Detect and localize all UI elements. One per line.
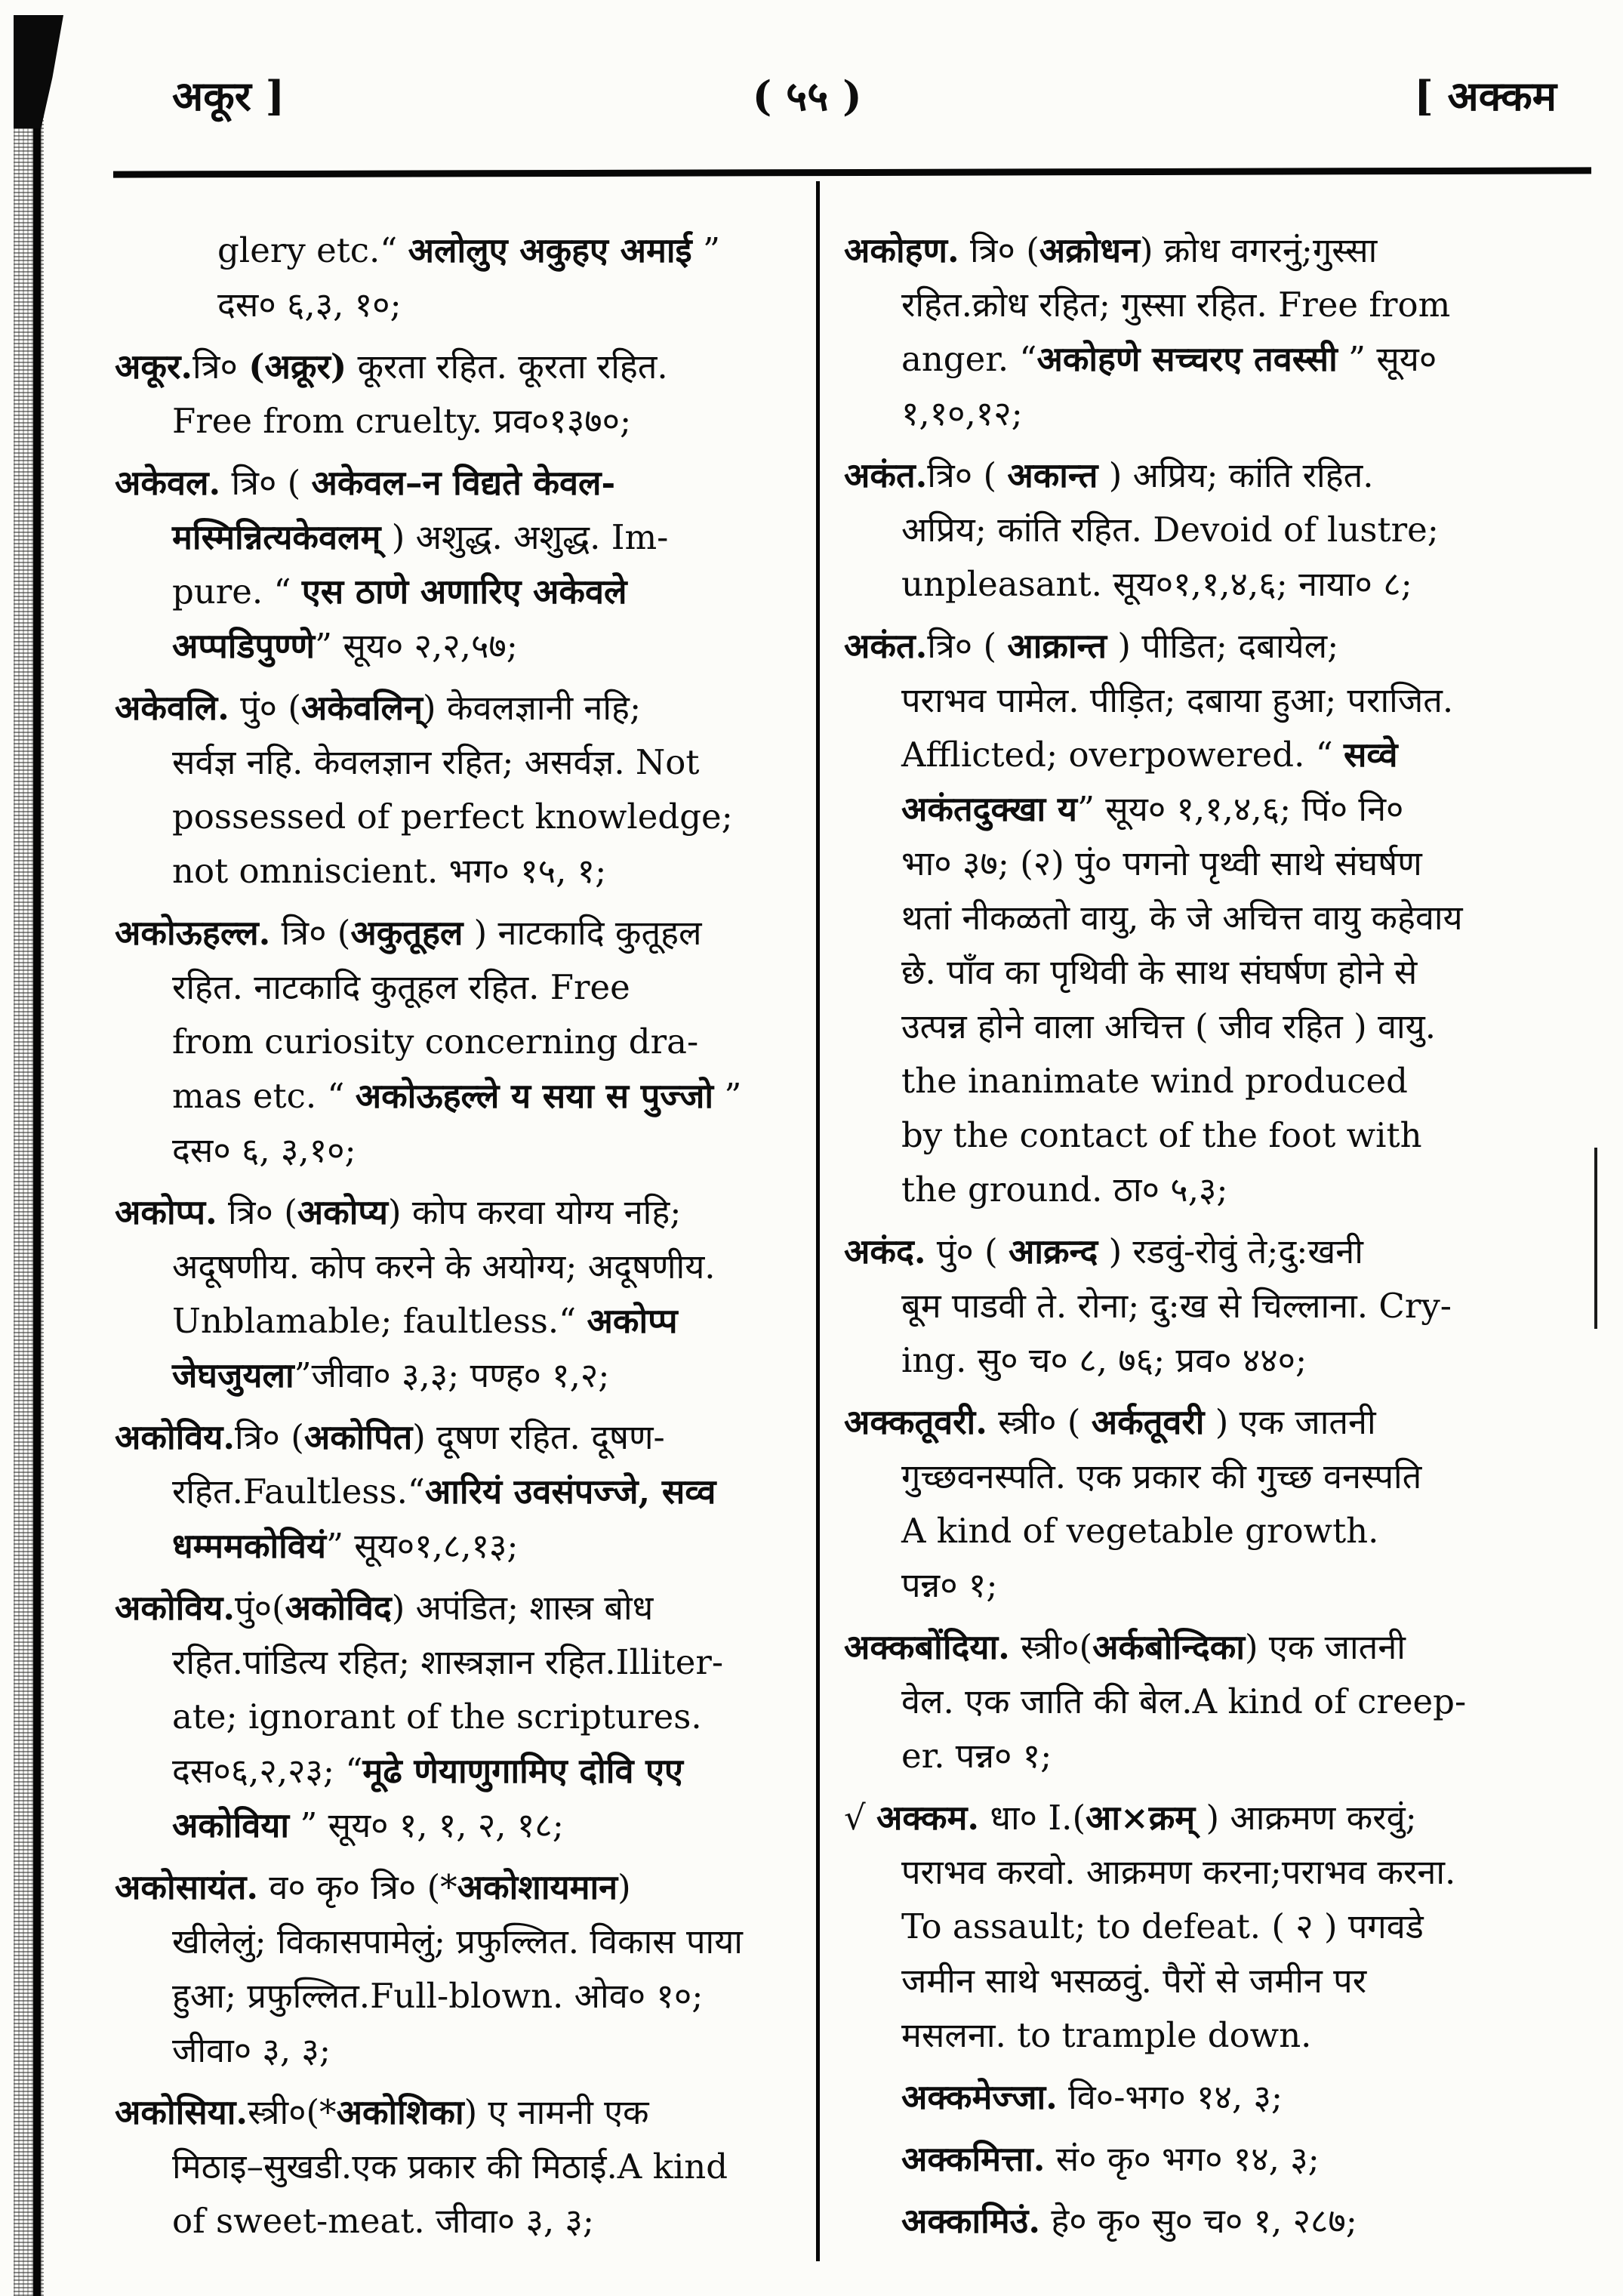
entry-text: the ground. ठा० ५,३; [901,1170,1228,1210]
dictionary-entry [844,1225,1591,1388]
entry-text: मिठाइ–सुखडी.एक प्रकार की मिठाई.A kind [172,2147,728,2187]
header-rule [113,167,1591,177]
entry-line [901,1279,1591,1333]
headword-or-quote-text: अकेवलि. [115,688,229,728]
entry-text: ” सूय०१,८,१३; [325,1526,519,1566]
headword-or-quote-text: अर्कबोन्दिका [1092,1627,1246,1667]
entry-line [115,2085,805,2140]
headword-or-quote-text: अकोप्य [297,1192,388,1232]
entry-text: ) [617,1867,631,1907]
entry-text: हुआ; प्रफुल्लित.Full-blown. ओव० १०; [172,1976,704,2016]
dictionary-entry [115,456,805,673]
entry-text: Free from cruelty. प्रव०१३७०; [172,401,632,441]
entry-text: जमीन साथे भसळवुं. पैरों से जमीन पर [901,1961,1367,2001]
headword-or-quote-text: मूढे णेयाणुगामिए दोवि एए [362,1751,683,1791]
entry-line [172,1069,805,1123]
entry-text: त्रि० [192,347,249,387]
headword-or-quote-text: आक्रान्त [1007,626,1107,666]
entry-line [115,340,805,394]
dictionary-entry [115,223,805,332]
entry-line [172,844,805,898]
entry-line [172,1240,805,1294]
entry-line [172,1635,805,1690]
entry-text: अप्रिय; कांति रहित. Devoid of lustre; [901,510,1439,550]
entry-text: ” सूय० २,२,५७; [315,626,518,666]
headword-or-quote-text: अकोहण. [844,230,959,270]
entry-line [172,735,805,790]
entry-line [172,1915,805,1969]
entry-text: possessed of perfect knowledge; [172,797,733,837]
entry-text: not omniscient. भग० १५, १; [172,851,607,891]
entry-text: from curiosity concerning dra- [172,1022,699,1062]
entry-line [901,837,1591,891]
entry-text: पराभव पामेल. पीड़ित; दबाया हुआ; पराजित. [901,680,1454,720]
entry-text: ” [691,230,720,270]
entry-text: रहित.क्रोध रहित; गुस्सा रहित. Free from [901,285,1451,325]
entry-text: pure. “ [172,572,302,612]
entry-line [901,673,1591,728]
entry-text: दस०६,२,२३; “ [172,1751,363,1791]
headword-or-quote-text: अकंद. [844,1231,926,1271]
entry-text: ” सूय० १, १, २, १८; [289,1805,564,1845]
entry-text: वेल. एक जाति की बेल.A kind of creep- [901,1681,1467,1721]
dictionary-entry [844,223,1591,441]
entry-text: रहित.पांडित्य रहित; शास्त्रज्ञान रहित.Illiter- [172,1642,724,1682]
entry-line [844,1791,1591,1845]
headword-or-quote-text: अकोविय. [115,1588,236,1628]
entry-line [844,448,1591,503]
entry-line [901,1000,1591,1054]
entry-line [172,1465,805,1519]
entry-line [901,1333,1591,1388]
entry-text: ing. सु० च० ८, ७६; प्रव० ४४०; [901,1340,1307,1380]
entry-text: अदूषणीय. कोप करने के अयोग्य; अदूषणीय. [172,1247,716,1287]
entry-line [901,728,1591,782]
dictionary-entry [844,1620,1591,1783]
headword-or-quote-text: अप्पडिपुण्णे [172,626,316,666]
headword-or-quote-text: अकोऊहल्ले य सया स पुज्जो [355,1076,714,1116]
entry-text: दस० ६, ३,१०; [172,1130,356,1170]
headword-or-quote-text: अक्कबोंदिया. [844,1627,1010,1667]
page-number: ( ५५ ) [752,72,862,120]
entry-line [844,1225,1591,1279]
entry-text: Afflicted; overpowered. “ [901,735,1344,775]
entry-text: उत्पन्न होने वाला अचित्त ( जीव रहित ) वायु. [901,1006,1437,1046]
header-right-catchword: [ अक्कम [1414,72,1557,120]
entry-line [172,2140,805,2194]
entry-text: ) अशुद्ध. अशुद्ध. Im- [380,517,669,557]
headword-or-quote-text: अकंत. [844,455,928,495]
headword-or-quote-text: अकंतदुक्खा य [901,789,1077,829]
headword-or-quote-text: एस ठाणे अणारिए अकेवले [301,572,627,612]
entry-text: unpleasant. सूय०१,१,४,६; नाया० ८; [901,564,1412,604]
entry-line [901,1845,1591,1900]
dictionary-entry [844,1395,1591,1613]
entry-text: √ [844,1798,876,1838]
headword-or-quote-text: अर्कतूवरी [1091,1402,1205,1442]
entry-text: जीवा० ३, ३; [172,2030,331,2070]
entry-line [115,1581,805,1635]
entry-text: त्रि० ( [927,455,1008,495]
entry-line [217,278,805,332]
headword-or-quote-text: अकोसिया. [115,2092,248,2132]
entry-line [901,557,1591,612]
headword-or-quote-text: जेघजुयला [172,1355,294,1395]
headword-or-quote-text: अकोविद [285,1588,392,1628]
headword-or-quote-text: अक्कमेज्जा. [901,2077,1058,2117]
entry-text: er. पन्न० १; [901,1736,1052,1776]
entry-text: To assault; to defeat. ( २ ) पगवडे [901,1906,1424,1946]
dictionary-entry [115,906,805,1178]
entry-line [115,456,805,510]
entry-text: ) रडवुं-रोवुं ते;दु:खनी [1098,1231,1363,1271]
entry-text: ” सूय० [1337,339,1437,379]
entry-line [901,1163,1591,1217]
dictionary-entry [115,1185,805,1403]
entry-line [901,1729,1591,1783]
dictionary-entry [844,2070,1591,2125]
column-divider [816,181,820,2261]
entry-text: ) अप्रिय; कांति रहित. [1098,455,1374,495]
entry-line [172,2023,805,2078]
entry-text: थतां नीकळतो वायु, के जे अचित्त वायु कहेवाय [901,898,1463,938]
entry-line [901,1675,1591,1729]
entry-line [115,1185,805,1240]
headword-or-quote-text: धम्ममकोवियं [172,1526,326,1566]
entry-text: by the contact of the foot with [901,1115,1422,1155]
headword-or-quote-text: अकोप्प [587,1301,678,1341]
entry-line [901,278,1591,332]
headword-or-quote-text: आरियं उवसंपज्जे, सव्व [424,1472,716,1512]
entry-line [901,387,1591,441]
headword-or-quote-text: अकेवल–न विद्यते केवल- [311,463,616,503]
headword-or-quote-text: अक्कम. [876,1798,980,1838]
entry-line [115,1410,805,1465]
entry-line [172,1519,805,1573]
entry-text: त्रि० ( [220,463,312,503]
entry-text: ) एक जातनी [1245,1627,1406,1667]
headword-or-quote-text: अकोऊहल्ल. [115,913,271,953]
entry-text: ” [713,1076,742,1116]
entry-text: ) एक जातनी [1204,1402,1376,1442]
dictionary-entry [115,1860,805,2078]
entry-line [901,945,1591,1000]
entry-line [172,1123,805,1178]
entry-line [217,223,805,278]
entry-text: ”जीवा० ३,३; पण्ह० १,२; [294,1355,610,1395]
headword-or-quote-text: मस्मिन्नित्यकेवलम् [172,517,381,557]
dictionary-entry [844,448,1591,612]
entry-text: पुं० ( [925,1231,1009,1271]
headword-or-quote-text: अकेवलिन् [300,688,423,728]
entry-text: पराभव करवो. आक्रमण करना;पराभव करना. [901,1852,1456,1892]
entry-text: गुच्छवनस्पति. एक प्रकार की गुच्छ वनस्पति [901,1456,1422,1496]
entry-line [172,1969,805,2023]
entry-text: पुं०( [235,1588,285,1628]
headword-or-quote-text: अकोशायमान [457,1867,618,1907]
headword-or-quote-text: अकंत. [844,626,928,666]
header-left-catchword: अकूर ] [172,72,285,120]
headword-or-quote-text: अकोप्प. [115,1192,217,1232]
entry-text: दस० ६,३, १०; [217,285,402,325]
dictionary-entry [115,2085,805,2248]
headword-or-quote-text: अकोहणे सच्चरए तवस्सी [1036,339,1338,379]
entry-text: त्रि० ( [959,230,1039,270]
entry-line [172,790,805,844]
dictionary-entry [115,340,805,448]
headword-or-quote-text: अकोशिका [336,2092,464,2132]
entry-text: ) ए नामनी एक [463,2092,649,2132]
headword-or-quote-text: अक्कामिउं. [901,2201,1041,2241]
entry-line [172,1348,805,1403]
entry-text: glery etc.“ [217,230,408,270]
entry-line [172,394,805,448]
entry-line [172,1294,805,1348]
entry-line [172,1015,805,1069]
entry-text: खीलेलुं; विकासपामेलुं; प्रफुल्लित. विकास पाया [172,1922,743,1962]
headword-or-quote-text: अकेवल. [115,463,221,503]
entry-line [172,2194,805,2248]
scan-edge-line-artifact [33,17,41,2296]
entry-line [901,1108,1591,1163]
entry-line [115,906,805,960]
entry-text: रहित.Faultless.“ [172,1472,425,1512]
dictionary-entry [115,1581,805,1853]
entry-line [172,510,805,565]
headword-or-quote-text: सव्वे [1344,735,1398,775]
entry-text: धा० I.( [979,1798,1086,1838]
headword-or-quote-text: अकोविय. [115,1417,236,1457]
headword-or-quote-text: अकोपित [303,1417,413,1457]
entry-line [901,1558,1591,1613]
entry-line [115,681,805,735]
headword-or-quote-text: अकान्त [1007,455,1098,495]
entry-text: ate; ignorant of the scriptures. [172,1697,702,1737]
headword-or-quote-text: आ×क्रम् [1086,1798,1196,1838]
entry-text: ) पीडित; दबायेल; [1107,626,1339,666]
dictionary-entry [115,681,805,898]
entry-text: ) कोप करवा योग्य नहि; [388,1192,682,1232]
entry-text: स्त्री०(* [248,2092,337,2132]
entry-text: पन्न० १; [901,1565,998,1605]
entry-text: ” सूय० १,१,४,६; पिं० नि० [1076,789,1404,829]
entry-line [844,1620,1591,1675]
entry-line [901,1954,1591,2008]
entry-text: the inanimate wind produced [901,1061,1408,1101]
entry-line [844,619,1591,673]
headword-or-quote-text: अक्कतूवरी. [844,1402,987,1442]
entry-line [901,891,1591,945]
entry-line [901,2132,1591,2187]
scan-right-artifact [1594,1148,1597,1329]
dictionary-entry [844,619,1591,1217]
entry-text: पुं० ( [229,688,301,728]
entry-text: हे० कृ० सु० च० १, २८७; [1040,2201,1357,2241]
entry-text: Unblamable; faultless.“ [172,1301,587,1341]
entry-text: त्रि० ( [217,1192,297,1232]
headword-or-quote-text: अकोसायंत. [115,1867,259,1907]
entry-line [172,619,805,673]
entry-line [901,332,1591,387]
entry-line [172,1744,805,1798]
left-column [115,223,805,2256]
entry-text: सर्वज्ञ नहि. केवलज्ञान रहित; असर्वज्ञ. Not [172,742,700,782]
entry-line [901,2008,1591,2063]
dictionary-entry [844,2194,1591,2248]
entry-text: कूरता रहित. कूरता रहित. [346,347,668,387]
entry-line [844,1395,1591,1450]
entry-line [901,2194,1591,2248]
entry-text: बूम पाडवी ते. रोना; दु:ख से चिल्लाना. Cry- [901,1286,1452,1326]
entry-text: anger. “ [901,339,1037,379]
entry-text: ) नाटकादि कुतूहल [463,913,702,953]
entry-text: रहित. नाटकादि कुतूहल रहित. Free [172,967,630,1007]
headword-or-quote-text: आक्रन्द [1008,1231,1098,1271]
dictionary-entry [115,1410,805,1573]
entry-text: व० कृ० त्रि० (* [258,1867,457,1907]
entry-text: ) दूषण रहित. दूषण- [412,1417,665,1457]
entry-text: त्रि० ( [235,1417,304,1457]
entry-line [172,565,805,619]
dictionary-entry [844,2132,1591,2187]
entry-text: of sweet-meat. जीवा० ३, ३; [172,2201,595,2241]
dictionary-entry [844,1791,1591,2063]
entry-line [901,1900,1591,1954]
entry-line [901,1450,1591,1504]
headword-or-quote-text: अलोलुए अकुहए अमाई [408,230,692,270]
headword-or-quote-text: (अक्रूर) [248,347,347,387]
entry-line [172,1798,805,1853]
entry-text: १,१०,१२; [901,393,1023,433]
entry-text: ) आक्रमण करवुं; [1195,1798,1417,1838]
entry-text: ) अपंडित; शास्त्र बोध [391,1588,654,1628]
entry-text: त्रि० ( [927,626,1008,666]
entry-text: स्त्री० ( [987,1402,1092,1442]
entry-text: A kind of vegetable growth. [901,1511,1379,1551]
entry-line [901,503,1591,557]
entry-line [901,1054,1591,1108]
entry-line [901,2070,1591,2125]
entry-text: mas etc. “ [172,1076,356,1116]
entry-text: वि०-भग० १४, ३; [1057,2077,1283,2117]
headword-or-quote-text: अकूर. [115,347,193,387]
headword-or-quote-text: अक्रोधन [1039,230,1141,270]
page-header [0,66,1623,119]
entry-line [901,1504,1591,1558]
entry-text: मसलना. to trample down. [901,2015,1312,2055]
entry-line [844,223,1591,278]
entry-line [172,960,805,1015]
entry-text: ) क्रोध वगरनुं;गुस्सा [1140,230,1378,270]
headword-or-quote-text: अकुतूहल [350,913,463,953]
right-column [844,223,1591,2256]
entry-text: ) केवलज्ञानी नहि; [423,688,642,728]
entry-line [115,1860,805,1915]
entry-text: छे. पाँव का पृथिवी के साथ संघर्षण होने से [901,952,1418,992]
entry-text: स्त्री०( [1009,1627,1093,1667]
entry-text: सं० कृ० भग० १४, ३; [1045,2139,1320,2179]
headword-or-quote-text: अकोविया [172,1805,290,1845]
entry-text: भा० ३७; (२) पुं० पगनो पृथ्वी साथे संघर्षण [901,843,1422,883]
headword-or-quote-text: अक्कमित्ता. [901,2139,1046,2179]
entry-line [901,782,1591,837]
entry-line [172,1690,805,1744]
entry-text: त्रि० ( [270,913,351,953]
